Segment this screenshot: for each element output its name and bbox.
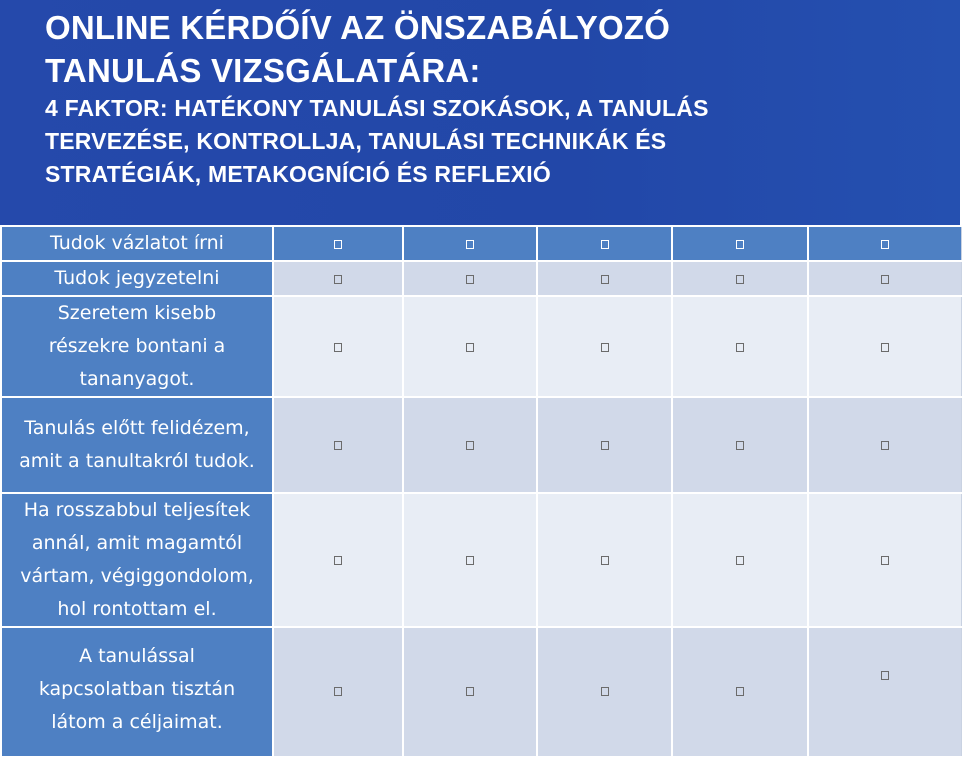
question-cell xyxy=(1,493,273,627)
survey-row xyxy=(1,296,961,397)
checkbox-icon[interactable] xyxy=(334,275,342,284)
question-line: annál, amit magamtól xyxy=(31,532,243,554)
answer-option-1[interactable] xyxy=(273,397,403,493)
answer-option-2[interactable] xyxy=(403,261,537,296)
answer-option-4[interactable] xyxy=(672,397,808,493)
answer-option-5[interactable] xyxy=(808,261,961,296)
question-cell xyxy=(1,261,273,296)
question-line: Tanulás előtt felidézem, xyxy=(24,417,250,439)
answer-option-1[interactable] xyxy=(273,226,403,261)
checkbox-icon[interactable] xyxy=(466,687,474,696)
checkbox-icon[interactable] xyxy=(881,275,889,284)
answer-option-3[interactable] xyxy=(537,493,672,627)
answer-option-4[interactable] xyxy=(672,296,808,397)
survey-table xyxy=(0,225,962,758)
survey-row xyxy=(1,226,961,261)
question-line: tananyagot. xyxy=(79,368,195,390)
answer-option-4[interactable] xyxy=(672,493,808,627)
answer-option-5[interactable] xyxy=(808,627,961,757)
question-line: Tudok vázlatot írni xyxy=(50,232,224,254)
checkbox-icon[interactable] xyxy=(736,275,744,284)
checkbox-icon[interactable] xyxy=(334,343,342,352)
slide-title xyxy=(45,6,670,92)
slide-subtitle-line: TERVEZÉSE, KONTROLLJA, TANULÁSI TECHNIKÁK ÉS xyxy=(45,128,667,154)
answer-option-4[interactable] xyxy=(672,627,808,757)
checkbox-icon[interactable] xyxy=(466,240,474,249)
question-line: A tanulással xyxy=(79,645,195,667)
answer-option-1[interactable] xyxy=(273,296,403,397)
question-line: vártam, végiggondolom, xyxy=(20,565,254,587)
slide-subtitle-line: 4 FAKTOR: HATÉKONY TANULÁSI SZOKÁSOK, A TANULÁS xyxy=(45,95,709,121)
checkbox-icon[interactable] xyxy=(881,240,889,249)
answer-option-1[interactable] xyxy=(273,261,403,296)
question-cell xyxy=(1,296,273,397)
checkbox-icon[interactable] xyxy=(601,240,609,249)
checkbox-icon[interactable] xyxy=(334,687,342,696)
checkbox-icon[interactable] xyxy=(881,343,889,352)
answer-option-3[interactable] xyxy=(537,226,672,261)
answer-option-1[interactable] xyxy=(273,627,403,757)
question-line: kapcsolatban tisztán xyxy=(38,678,236,700)
answer-option-5[interactable] xyxy=(808,397,961,493)
checkbox-icon[interactable] xyxy=(736,441,744,450)
checkbox-icon[interactable] xyxy=(881,441,889,450)
checkbox-icon[interactable] xyxy=(736,687,744,696)
slide-subtitle-line: STRATÉGIÁK, METAKOGNÍCIÓ ÉS REFLEXIÓ xyxy=(45,161,551,187)
answer-option-4[interactable] xyxy=(672,226,808,261)
answer-option-5[interactable] xyxy=(808,226,961,261)
question-cell xyxy=(1,627,273,757)
slide-title-line: TANULÁS VIZSGÁLATÁRA: xyxy=(45,52,481,89)
question-cell xyxy=(1,397,273,493)
answer-option-5[interactable] xyxy=(808,296,961,397)
question-line: látom a céljaimat. xyxy=(51,711,223,733)
survey-row xyxy=(1,627,961,757)
checkbox-icon[interactable] xyxy=(466,275,474,284)
slide-title-line: ONLINE KÉRDŐÍV AZ ÖNSZABÁLYOZÓ xyxy=(45,9,671,46)
answer-option-4[interactable] xyxy=(672,261,808,296)
checkbox-icon[interactable] xyxy=(601,441,609,450)
answer-option-5[interactable] xyxy=(808,493,961,627)
answer-option-3[interactable] xyxy=(537,627,672,757)
checkbox-icon[interactable] xyxy=(466,556,474,565)
answer-option-2[interactable] xyxy=(403,627,537,757)
checkbox-icon[interactable] xyxy=(601,343,609,352)
answer-option-2[interactable] xyxy=(403,296,537,397)
checkbox-icon[interactable] xyxy=(881,556,889,565)
answer-option-3[interactable] xyxy=(537,261,672,296)
answer-option-3[interactable] xyxy=(537,397,672,493)
answer-option-2[interactable] xyxy=(403,493,537,627)
question-line: hol rontottam el. xyxy=(57,598,217,620)
question-line: részekre bontani a xyxy=(48,335,226,357)
checkbox-icon[interactable] xyxy=(334,556,342,565)
checkbox-icon[interactable] xyxy=(601,275,609,284)
slide-header xyxy=(0,0,960,226)
checkbox-icon[interactable] xyxy=(334,441,342,450)
checkbox-icon[interactable] xyxy=(466,441,474,450)
question-line: amit a tanultakról tudok. xyxy=(19,450,255,472)
survey-row xyxy=(1,397,961,493)
survey-row xyxy=(1,261,961,296)
question-line: Tudok jegyzetelni xyxy=(54,267,220,289)
checkbox-icon[interactable] xyxy=(736,343,744,352)
slide-subtitle xyxy=(45,92,709,191)
checkbox-icon[interactable] xyxy=(881,671,889,680)
question-line: Ha rosszabbul teljesítek xyxy=(23,499,251,521)
checkbox-icon[interactable] xyxy=(601,687,609,696)
answer-option-2[interactable] xyxy=(403,226,537,261)
checkbox-icon[interactable] xyxy=(466,343,474,352)
answer-option-3[interactable] xyxy=(537,296,672,397)
checkbox-icon[interactable] xyxy=(601,556,609,565)
checkbox-icon[interactable] xyxy=(736,556,744,565)
answer-option-2[interactable] xyxy=(403,397,537,493)
checkbox-icon[interactable] xyxy=(334,240,342,249)
checkbox-icon[interactable] xyxy=(736,240,744,249)
question-cell xyxy=(1,226,273,261)
survey-row xyxy=(1,493,961,627)
answer-option-1[interactable] xyxy=(273,493,403,627)
question-line: Szeretem kisebb xyxy=(57,302,217,324)
